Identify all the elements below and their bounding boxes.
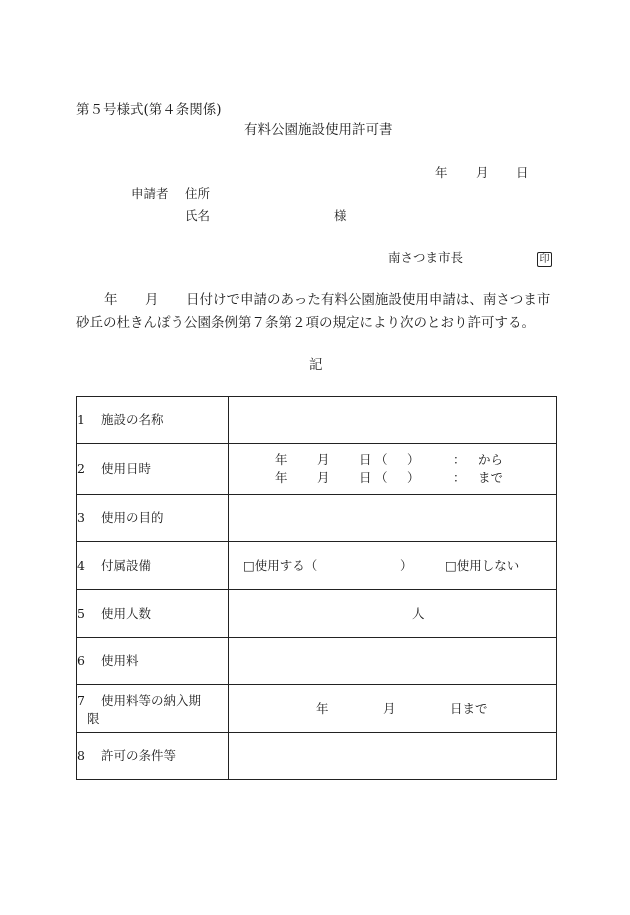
use-checkbox[interactable]: □使用する（	[243, 558, 318, 573]
issuer-name: 南さつま市長	[388, 250, 464, 265]
end-paren-close: ）	[407, 470, 420, 485]
people-count-field[interactable]	[229, 590, 557, 638]
table-row	[77, 542, 557, 590]
table-row	[77, 590, 557, 638]
start-paren-open: （	[375, 452, 388, 467]
table-row	[77, 638, 557, 685]
body-line2-text: 砂丘の杜きんぽう公園条例第７条第２項の規定により次のとおり許可する。	[76, 315, 535, 331]
date-month: 月	[476, 165, 489, 180]
permit-table	[76, 396, 557, 780]
payment-deadline-field[interactable]	[229, 685, 557, 733]
equipment-field	[229, 542, 557, 590]
body-line1-text: 日付けで申請のあった有料公園施設使用申請は、南さつま市	[186, 292, 551, 308]
form-number: 第５号様式(第４条関係)	[76, 102, 222, 118]
row-label: 8 許可の条件等	[77, 733, 229, 780]
end-month: 月	[317, 470, 330, 485]
people-unit: 人	[412, 606, 425, 621]
usage-datetime-field[interactable]	[229, 444, 557, 495]
deadline-year: 年	[316, 701, 329, 716]
usage-fee-field[interactable]	[229, 638, 557, 685]
row-label: 6 使用料	[77, 638, 229, 685]
applicant-honorific: 様	[334, 208, 347, 223]
end-paren-open: （	[375, 470, 388, 485]
ki-heading: 記	[309, 357, 323, 373]
seal-mark: 印	[537, 250, 552, 267]
applicant-label: 申請者	[131, 186, 169, 201]
start-year: 年	[275, 452, 288, 467]
start-paren-close: ）	[407, 452, 420, 467]
table-row	[77, 685, 557, 733]
date-day: 日	[516, 165, 529, 180]
row-label: 3 使用の目的	[77, 495, 229, 542]
document-title: 有料公園施設使用許可書	[244, 122, 393, 138]
table-row	[77, 444, 557, 495]
end-day: 日	[359, 470, 372, 485]
use-paren-close: ）	[400, 558, 413, 573]
facility-name-field[interactable]	[229, 397, 557, 444]
table-row	[77, 495, 557, 542]
row-label: 2 使用日時	[77, 444, 229, 495]
body-month: 月	[145, 292, 159, 308]
permit-conditions-field[interactable]	[229, 733, 557, 780]
no-use-checkbox[interactable]: □使用しない	[445, 558, 520, 573]
row-label: 1 施設の名称	[77, 397, 229, 444]
date-year: 年	[435, 165, 448, 180]
row-label: 7 使用料等の納入期 限	[77, 685, 229, 733]
row-label: 5 使用人数	[77, 590, 229, 638]
row-label: 4 付属設備	[77, 542, 229, 590]
start-month: 月	[317, 452, 330, 467]
table-row	[77, 397, 557, 444]
start-from: から	[478, 452, 504, 467]
end-colon: ：	[453, 470, 466, 485]
deadline-day: 日まで	[450, 701, 488, 716]
body-year: 年	[104, 292, 118, 308]
start-day: 日	[359, 452, 372, 467]
end-year: 年	[275, 470, 288, 485]
applicant-address-label: 住所	[185, 186, 211, 201]
end-until: まで	[478, 470, 504, 485]
start-colon: ：	[453, 452, 466, 467]
table-row	[77, 733, 557, 780]
deadline-month: 月	[383, 701, 396, 716]
usage-purpose-field[interactable]	[229, 495, 557, 542]
applicant-name-label: 氏名	[185, 208, 211, 223]
